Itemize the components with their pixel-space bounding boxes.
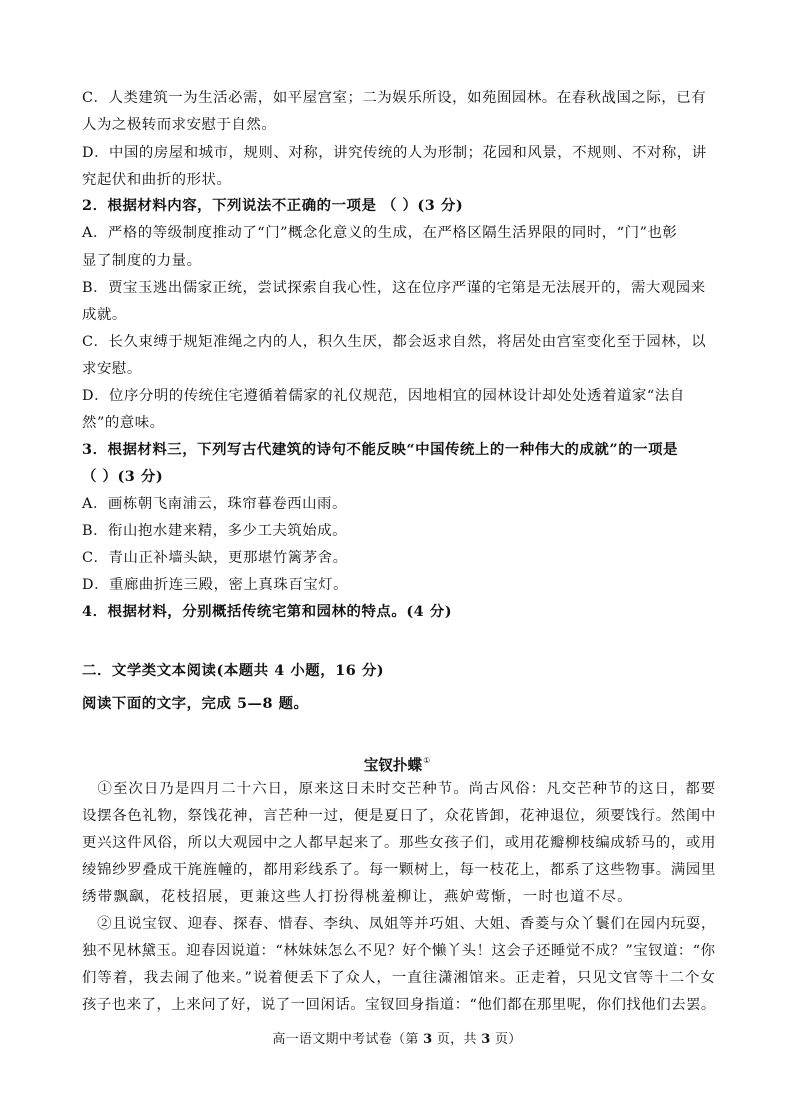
q3-option-d: D．重廊曲折连三殿，密上真珠百宝灯。 <box>82 577 349 593</box>
section2-instruction: 阅读下面的文字，完成 5—8 题。 <box>82 695 309 712</box>
story-title <box>0 751 794 776</box>
q3-option-b: B．衔山抱水建来精，多少工夫筑始成。 <box>82 523 348 539</box>
story-title-text: 宝钗扑蝶 <box>363 757 423 774</box>
section2-heading: 二．文学类文本阅读(本题共 4 小题，16 分) <box>82 662 385 679</box>
story-title-footnote-mark: ① <box>423 756 431 765</box>
q3-option-a: A．画栋朝飞南浦云，珠帘暮卷西山雨。 <box>82 496 347 512</box>
q3-title-line2: （ ）(3 分) <box>82 468 164 485</box>
q2-option-d-line1: D．位序分明的传统住宅遵循着儒家的礼仪规范，因地相宜的园林设计却处处透着道家“法自 <box>82 388 685 404</box>
footer-suffix: 页） <box>490 1032 522 1047</box>
story-paragraph2-line4: 孩子也来了，上来问了好，说了一回闲话。宝钗回身指道：“他们都在那里呢，你们找他们去罢。 <box>82 997 716 1013</box>
story-paragraph1-line1: ①至次日乃是四月二十六日，原来这日未时交芒种节。尚古风俗：凡交芒种节的这日，都要 <box>82 781 717 797</box>
story-paragraph1-line4: 绫锦纱罗叠成干旄旌幢的，都用彩线系了。每一颗树上，每一枝花上，都系了这些物事。满园里 <box>82 862 717 878</box>
q3-title-line1: 3．根据材料三，下列写古代建筑的诗句不能反映“中国传统上的一种伟大的成就”的一项是 <box>82 441 678 458</box>
q1-option-d-line2: 究起伏和曲折的形状。 <box>82 172 232 188</box>
q2-option-c-line1: C．长久束缚于规矩准绳之内的人，积久生厌，都会返求自然，将居处由宫室变化至于园林，以 <box>82 334 707 350</box>
q3-option-c: C．青山正补墙头缺，更那堪竹篱茅舍。 <box>82 550 348 566</box>
q2-option-b-line1: B．贾宝玉逃出儒家正统，尝试探索自我心性，这在位序严谨的宅第是无法展开的，需大观园来 <box>82 280 706 296</box>
q2-title: 2．根据材料内容，下列说法不正确的一项是 （ ）(3 分) <box>82 197 464 214</box>
q1-option-d-line1: D．中国的房屋和城市，规则、对称，讲究传统的人为形制；花园和风景，不规则、不对称，讲 <box>82 145 707 161</box>
q1-option-c-line1: C．人类建筑一为生活必需，如平屋宫室；二为娱乐所设，如苑囿园林。在春秋战国之际，已有 <box>82 90 707 106</box>
story-paragraph1-line5: 绣带飘飖，花枝招展，更兼这些人打扮得桃羞柳让，燕妒莺惭，一时也道不尽。 <box>82 889 633 905</box>
q2-option-a-line2: 显了制度的力量。 <box>82 253 202 269</box>
q2-option-b-line2: 成就。 <box>82 307 127 323</box>
page-footer <box>0 1031 794 1049</box>
q4-title: 4．根据材料，分别概括传统宅第和园林的特点。(4 分) <box>82 603 453 620</box>
footer-prefix: 高一语文期中考试卷（第 <box>272 1032 424 1047</box>
story-paragraph2-line3: 们等着，我去闹了他来。”说着便丢下了众人，一直往潇湘馆来。正走着，只见文官等十二个女 <box>82 970 716 986</box>
story-paragraph1-line3: 更兴这件风俗，所以大观园中之人都早起来了。那些女孩子们，或用花瓣柳枝编成轿马的，或用 <box>82 835 717 851</box>
footer-page-number: 3 <box>423 1032 433 1047</box>
q2-option-c-line2: 求安慰。 <box>82 361 142 377</box>
story-paragraph1-line2: 设摆各色礼物，祭饯花神，言芒种一过，便是夏日了，众花皆卸，花神退位，须要饯行。然闺中 <box>82 808 717 824</box>
footer-total-pages: 3 <box>481 1032 491 1047</box>
story-paragraph2-line1: ②且说宝钗、迎春、探春、惜春、李纨、凤姐等并巧姐、大姐、香菱与众丫鬟们在园内玩耍， <box>82 916 717 932</box>
q2-option-d-line2: 然”的意味。 <box>82 415 165 431</box>
q2-option-a-line1: A．严格的等级制度推动了“门”概念化意义的生成，在严格区隔生活界限的同时，“门”也彰 <box>82 225 678 241</box>
story-paragraph2-line2: 独不见林黛玉。迎春因说道：“林妹妹怎么不见？好个懒丫头！这会子还睡觉不成？”宝钗道：“你 <box>82 943 716 959</box>
footer-middle: 页，共 <box>432 1032 482 1047</box>
q1-option-c-line2: 人为之极转而求安慰于自然。 <box>82 117 277 133</box>
